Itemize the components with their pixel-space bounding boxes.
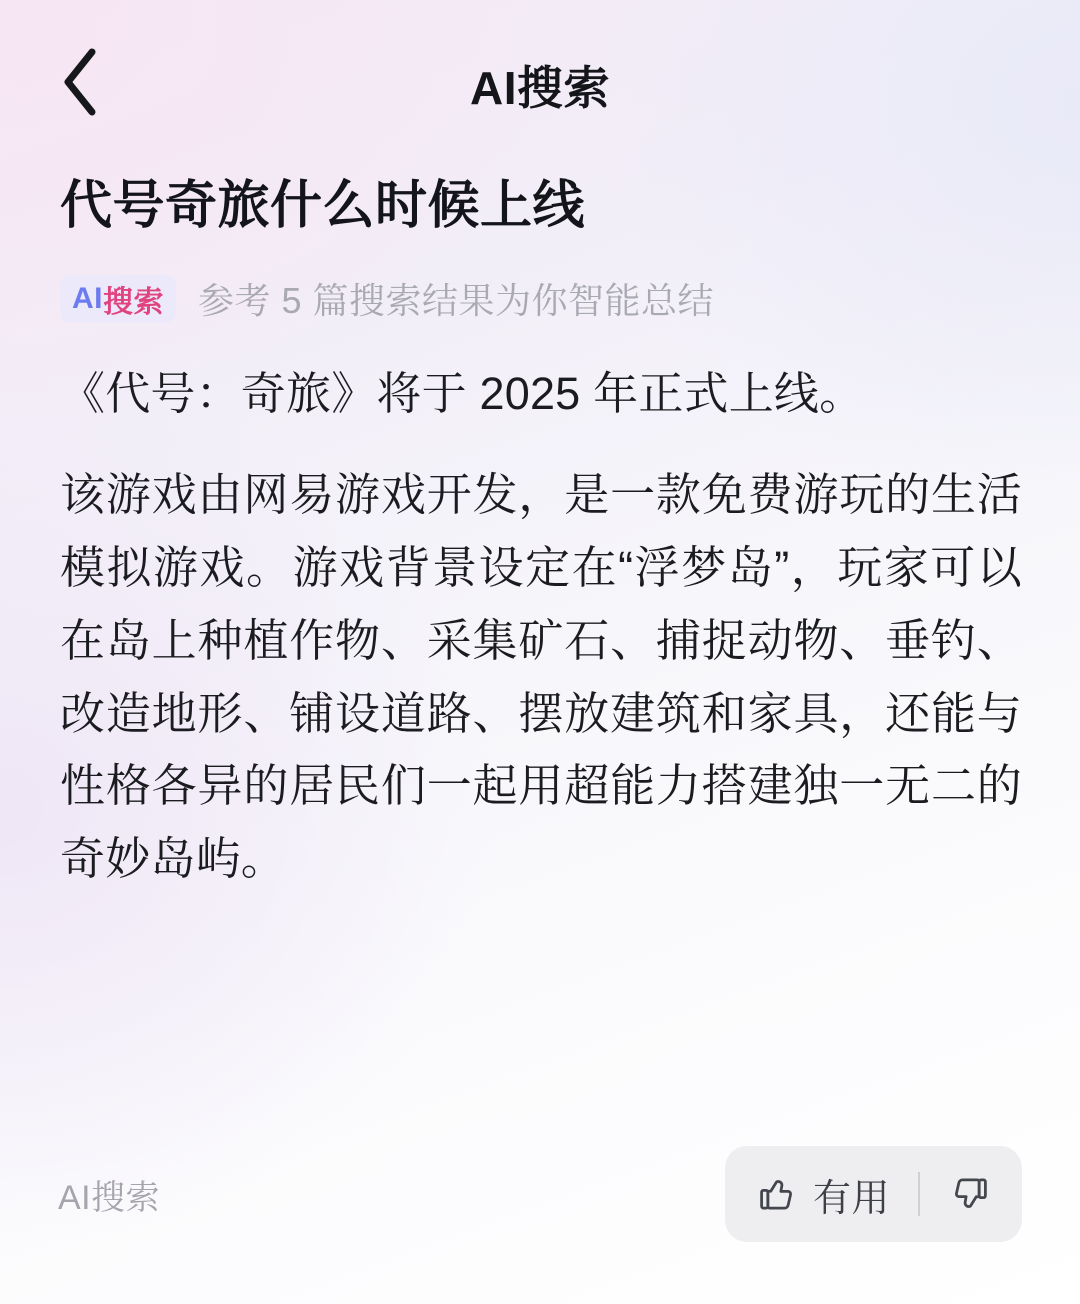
answer-paragraph: 《代号：奇旅》将于 2025 年正式上线。 [60, 368, 865, 419]
summary-note: 参考 5 篇搜索结果为你智能总结 [198, 280, 715, 321]
question-heading: 代号奇旅什么时候上线 [60, 177, 586, 235]
footer-bar [58, 1146, 1022, 1242]
answer-paragraph: 该游戏由网易游戏开发，是一款免费游玩的生活模拟游戏。游戏背景设定在“浮梦岛”，玩家可以在岛上种植作物、采集矿石、捕捉动物、垂钓、改造地形、铺设道路、摆放建筑和家具，还能与性格各异的居民们一起用超能力搭建独一无二的奇妙岛屿。 [60, 468, 1022, 885]
thumbs-up-icon [755, 1172, 799, 1216]
feedback-group [725, 1146, 1022, 1242]
ai-search-badge [60, 275, 176, 323]
useful-button[interactable] [755, 1167, 890, 1222]
summary-meta-row [60, 273, 1022, 324]
ai-search-badge-suffix: 搜索 [103, 285, 164, 319]
not-useful-button[interactable] [948, 1172, 992, 1216]
top-bar [0, 0, 1080, 150]
feedback-divider [918, 1172, 920, 1216]
thumbs-down-icon [948, 1172, 992, 1216]
page-title: AI搜索 [470, 62, 610, 114]
answer-body [60, 358, 1022, 896]
ai-search-badge-prefix: AI [72, 281, 103, 315]
useful-label: 有用 [812, 1177, 890, 1220]
content-area [0, 174, 1080, 896]
answer-source-label: AI搜索 [58, 1178, 161, 1217]
